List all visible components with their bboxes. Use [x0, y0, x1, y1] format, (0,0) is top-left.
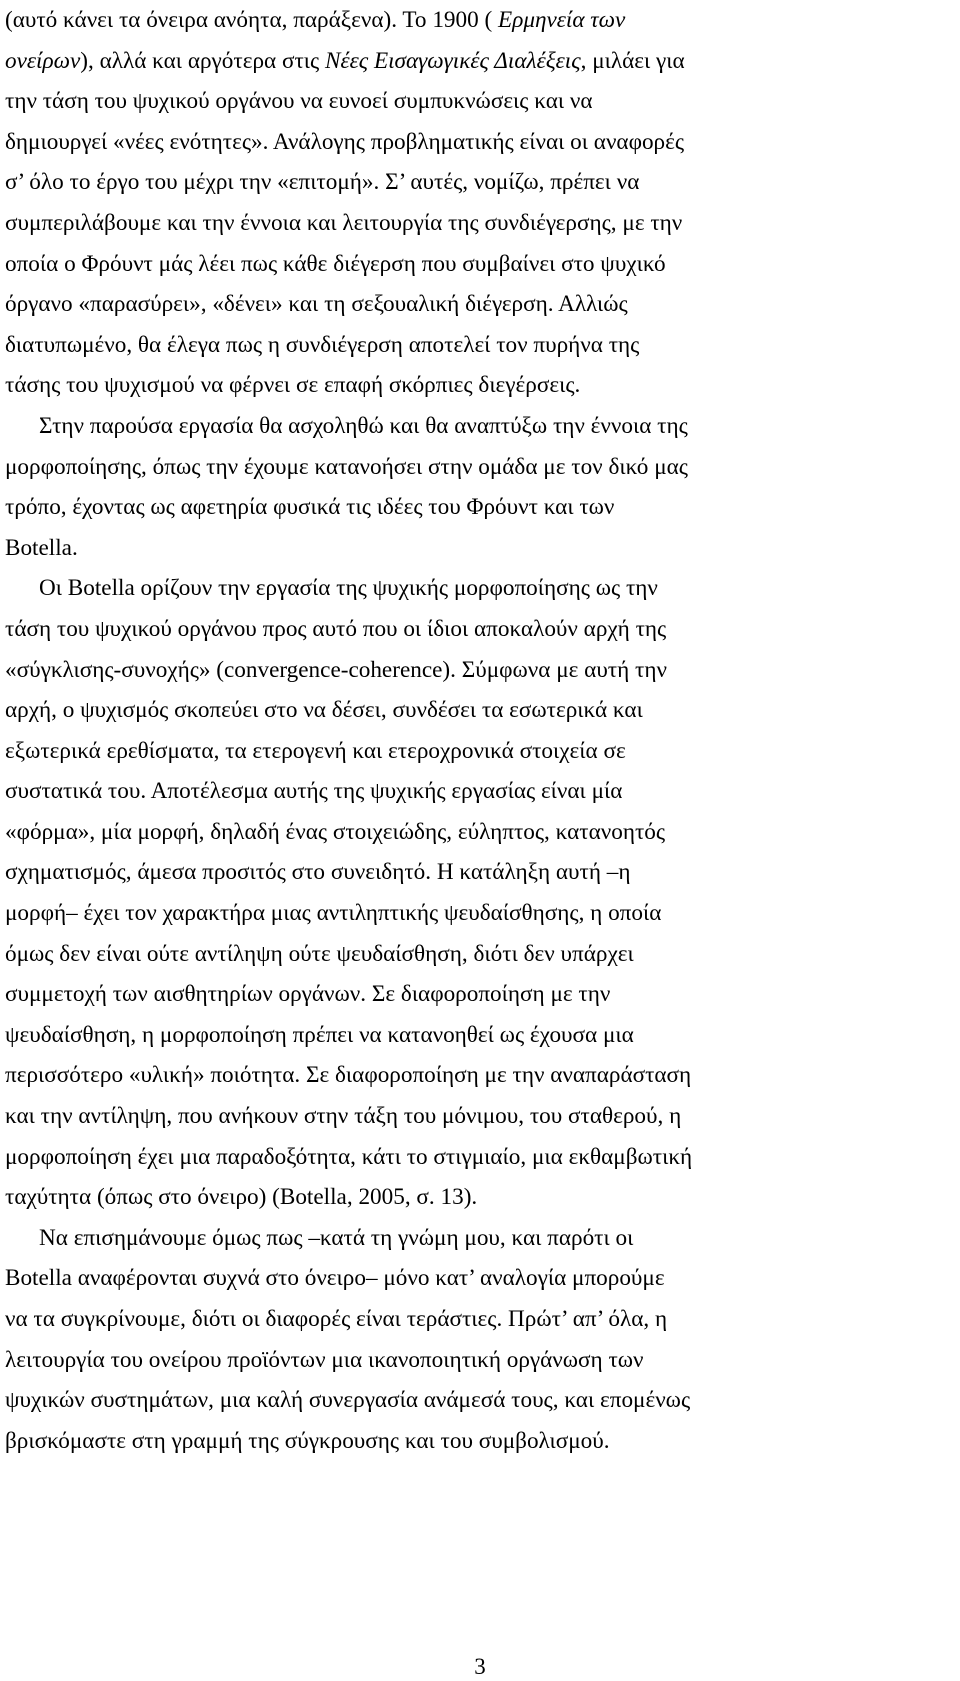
text-line [5, 812, 959, 853]
page-number: 3 [474, 1654, 486, 1679]
italic-title: ονείρων [5, 47, 81, 74]
text-segment: λειτουργία του ονείρου προϊόντων μια ικανοποιητική οργάνωση των [5, 1346, 644, 1373]
text-segment: εξωτερικά ερεθίσματα, τα ετερογενή και ετεροχρονικά στοιχεία σε [5, 737, 626, 764]
body-text [5, 0, 959, 1461]
text-line [5, 1340, 959, 1381]
text-line [5, 244, 959, 285]
text-line [5, 487, 959, 528]
text-segment: «φόρμα», μία μορφή, δηλαδή ένας στοιχειώδης, εύληπτος, κατανοητός [5, 818, 666, 845]
text-line [5, 325, 959, 366]
text-line [5, 690, 959, 731]
text-segment: τάσης του ψυχισμού να φέρνει σε επαφή σκόρπιες διεγέρσεις. [5, 372, 581, 399]
text-segment: συστατικά του. Αποτέλεσμα αυτής της ψυχικής εργασίας είναι μία [5, 778, 623, 805]
text-segment: συμμετοχή των αισθητηρίων οργάνων. Σε διαφοροποίηση με την [5, 981, 611, 1008]
text-segment: Στην παρούσα εργασία θα ασχοληθώ και θα αναπτύξω την έννοια της [39, 412, 688, 439]
text-segment: όργανο «παρασύρει», «δένει» και τη σεξουαλική διέγερση. Αλλιώς [5, 291, 628, 318]
text-segment: «σύγκλισης-συνοχής» (convergence-coherence). Σύμφωνα με αυτή την [5, 656, 667, 683]
text-segment: οποία ο Φρόυντ μάς λέει πως κάθε διέγερση που συμβαίνει στο ψυχικό [5, 250, 666, 277]
text-line [5, 1015, 959, 1056]
text-segment: Οι Botella ορίζουν την εργασία της ψυχικής μορφοποίησης ως την [39, 575, 658, 602]
text-segment: , μιλάει για [580, 47, 685, 74]
text-line [5, 447, 959, 488]
text-segment: να τα συγκρίνουμε, διότι οι διαφορές είναι τεράστιες. Πρώτ’ απ’ όλα, η [5, 1306, 668, 1332]
text-line [5, 568, 959, 609]
text-segment: δημιουργεί «νέες ενότητες». Ανάλογης προβληματικής είναι οι αναφορές [5, 128, 685, 155]
text-line [5, 1055, 959, 1096]
text-line [5, 81, 959, 122]
text-segment: περισσότερο «υλική» ποιότητα. Σε διαφοροποίηση με την αναπαράσταση [5, 1062, 692, 1089]
text-line [5, 934, 959, 975]
text-segment: την τάση του ψυχικού οργάνου να ευνοεί συμπυκνώσεις και να [5, 88, 593, 115]
text-segment: ταχύτητα (όπως στο όνειρο) (Botella, 2005, σ. 13). [5, 1184, 478, 1211]
italic-title: Ερμηνεία των [498, 7, 626, 33]
text-segment: (αυτό κάνει τα όνειρα ανόητα, παράξενα). Το 1900 ( [5, 7, 499, 33]
text-segment: σχηματισμός, άμεσα προσιτός στο συνειδητό. Η κατάληξη αυτή –η [5, 859, 631, 886]
text-segment: Botella. [5, 534, 78, 561]
text-segment: σ’ όλο το έργο του μέχρι την «επιτομή». Σ’ αυτές, νομίζω, πρέπει να [5, 169, 640, 196]
text-segment: Να επισημάνουμε όμως πως –κατά τη γνώμη μου, και παρότι οι [39, 1224, 634, 1251]
text-segment: μορφοποίηση έχει μια παραδοξότητα, κάτι το στιγμιαίο, μια εκθαμβωτική [5, 1143, 693, 1170]
text-line [5, 1421, 959, 1462]
text-segment: τάση του ψυχικού οργάνου προς αυτό που οι ίδιοι αποκαλούν αρχή της [5, 615, 667, 642]
text-segment: αρχή, ο ψυχισμός σκοπεύει στο να δέσει, συνδέσει τα εσωτερικά και [5, 697, 643, 724]
text-segment: ψευδαίσθηση, η μορφοποίηση πρέπει να κατανοηθεί ως έχουσα μια [5, 1021, 634, 1048]
text-line [5, 1177, 959, 1218]
text-segment: όμως δεν είναι ούτε αντίληψη ούτε ψευδαίσθηση, διότι δεν υπάρχει [5, 940, 634, 967]
text-line [5, 731, 959, 772]
text-segment: μορφή– έχει τον χαρακτήρα μιας αντιληπτικής ψευδαίσθησης, η οποία [5, 900, 662, 927]
text-segment: ψυχικών συστημάτων, μια καλή συνεργασία ανάμεσά τους, και επομένως [5, 1387, 691, 1414]
text-line [5, 852, 959, 893]
text-line [5, 406, 959, 447]
text-line [5, 1380, 959, 1421]
text-line [5, 609, 959, 650]
text-line [5, 203, 959, 244]
text-segment: Botella αναφέρονται συχνά στο όνειρο– μόνο κατ’ αναλογία μπορούμε [5, 1265, 665, 1292]
text-line [5, 122, 959, 163]
text-line [5, 528, 959, 569]
text-segment: και την αντίληψη, που ανήκουν στην τάξη του μόνιμου, του σταθερού, η [5, 1103, 682, 1130]
text-segment: ), αλλά και αργότερα στις [80, 47, 325, 74]
text-segment: διατυπωμένο, θα έλεγα πως η συνδιέγερση αποτελεί τον πυρήνα της [5, 331, 640, 358]
text-line [5, 1299, 959, 1340]
text-line [5, 771, 959, 812]
text-segment: μορφοποίησης, όπως την έχουμε κατανοήσει στην ομάδα με τον δικό μας [5, 453, 688, 480]
text-segment: συμπεριλάβουμε και την έννοια και λειτουργία της συνδιέγερσης, με την [5, 209, 683, 236]
text-line [5, 1137, 959, 1178]
text-line [5, 974, 959, 1015]
text-line [5, 893, 959, 934]
text-line [5, 284, 959, 325]
text-line [5, 0, 959, 41]
text-line [5, 41, 959, 82]
text-line [5, 162, 959, 203]
text-line [5, 1218, 959, 1259]
text-segment: βρισκόμαστε στη γραμμή της σύγκρουσης και του συμβολισμού. [5, 1427, 610, 1454]
text-segment: τρόπο, έχοντας ως αφετηρία φυσικά τις ιδέες του Φρόυντ και των [5, 494, 615, 521]
text-line [5, 1258, 959, 1299]
text-line [5, 650, 959, 691]
italic-title: Νέες Εισαγωγικές Διαλέξεις [325, 47, 581, 74]
text-line [5, 1096, 959, 1137]
text-line [5, 365, 959, 406]
